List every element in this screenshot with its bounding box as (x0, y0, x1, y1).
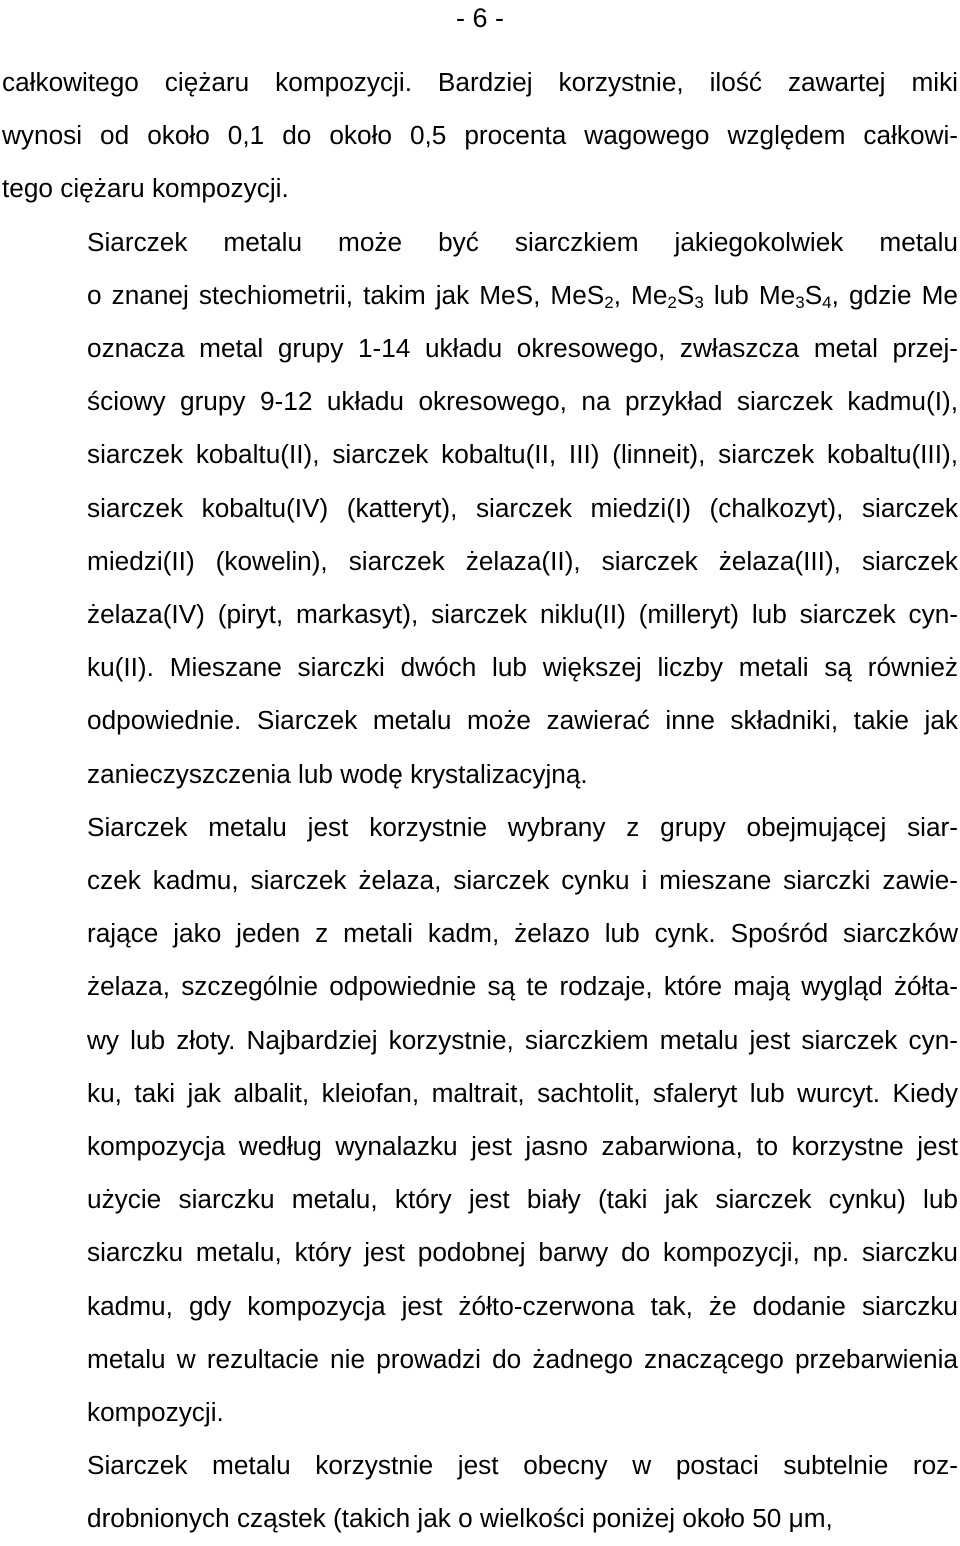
text-line: wynosi od około 0,1 do około 0,5 procenta wagowego względem całkowi- (2, 120, 958, 151)
text-line: Siarczek metalu może być siarczkiem jakiegokolwiek metalu (87, 226, 958, 257)
text-line: kadmu, gdy kompozycja jest żółto-czerwona tak, że dodanie siarczku (87, 1290, 958, 1321)
text-line: kompozycja według wynalazku jest jasno zabarwiona, to korzystne jest (87, 1131, 958, 1162)
text-line: użycie siarczku metalu, który jest biały (taki jak siarczek cynku) lub (87, 1184, 958, 1215)
text-line: żelaza, szczególnie odpowiednie są te rodzaje, które mają wygląd żółta- (87, 971, 958, 1002)
text-line: o znanej stechiometrii, takim jak MeS, MeS$_2$, $Me_2S_3$ lub $Me_3S_4$, gdzie Me (87, 279, 958, 312)
text-line: Siarczek metalu jest korzystnie wybrany z grupy obejmującej siar- (87, 811, 958, 842)
text-line: rające jako jeden z metali kadm, żelazo lub cynk. Spośród siarczków (87, 918, 958, 949)
text-line: siarczek kobaltu(IV) (katteryt), siarczek miedzi(I) (chalkozyt), siarczek (87, 492, 958, 523)
paragraph (2, 216, 958, 801)
paragraph (2, 801, 958, 1439)
text-line: siarczku metalu, który jest podobnej barwy do kompozycji, np. siarczku (87, 1237, 958, 1268)
document-body (2, 56, 958, 1546)
paragraph (2, 1439, 958, 1545)
text-line: wy lub złoty. Najbardziej korzystnie, siarczkiem metalu jest siarczek cyn- (87, 1024, 958, 1055)
text-line: kompozycji. (87, 1397, 224, 1428)
text-line: czek kadmu, siarczek żelaza, siarczek cynku i mieszane siarczki zawie- (87, 865, 958, 896)
text-line: oznacza metal grupy 1-14 układu okresowego, zwłaszcza metal przej- (87, 333, 958, 364)
text-line: całkowitego ciężaru kompozycji. Bardziej korzystnie, ilość zawartej miki (2, 67, 958, 97)
text-line: Siarczek metalu korzystnie jest obecny w postaci subtelnie roz- (87, 1450, 958, 1481)
text-line: drobnionych cząstek (takich jak o wielkości poniżej około 50 μm, (87, 1503, 833, 1534)
page-number: - 6 - (455, 3, 504, 33)
text-line: ku(II). Mieszane siarczki dwóch lub większej liczby metali są również (87, 652, 958, 683)
text-line: tego ciężaru kompozycji. (2, 173, 289, 204)
text-line: żelaza(IV) (piryt, markasyt), siarczek niklu(II) (milleryt) lub siarczek cyn- (87, 599, 958, 630)
text-line: ściowy grupy 9-12 układu okresowego, na przykład siarczek kadmu(I), (87, 386, 958, 417)
text-line: zanieczyszczenia lub wodę krystalizacyjną. (87, 758, 588, 789)
text-line: miedzi(II) (kowelin), siarczek żelaza(II), siarczek żelaza(III), siarczek (87, 545, 958, 576)
text-line: odpowiednie. Siarczek metalu może zawierać inne składniki, takie jak (87, 705, 958, 736)
text-line: ku, taki jak albalit, kleiofan, maltrait, sachtolit, sfaleryt lub wurcyt. Kiedy (87, 1077, 958, 1108)
paragraph (2, 56, 958, 216)
text-line: metalu w rezultacie nie prowadzi do żadnego znaczącego przebarwienia (87, 1343, 958, 1374)
text-line: siarczek kobaltu(II), siarczek kobaltu(II, III) (linneit), siarczek kobaltu(III), (87, 439, 958, 470)
